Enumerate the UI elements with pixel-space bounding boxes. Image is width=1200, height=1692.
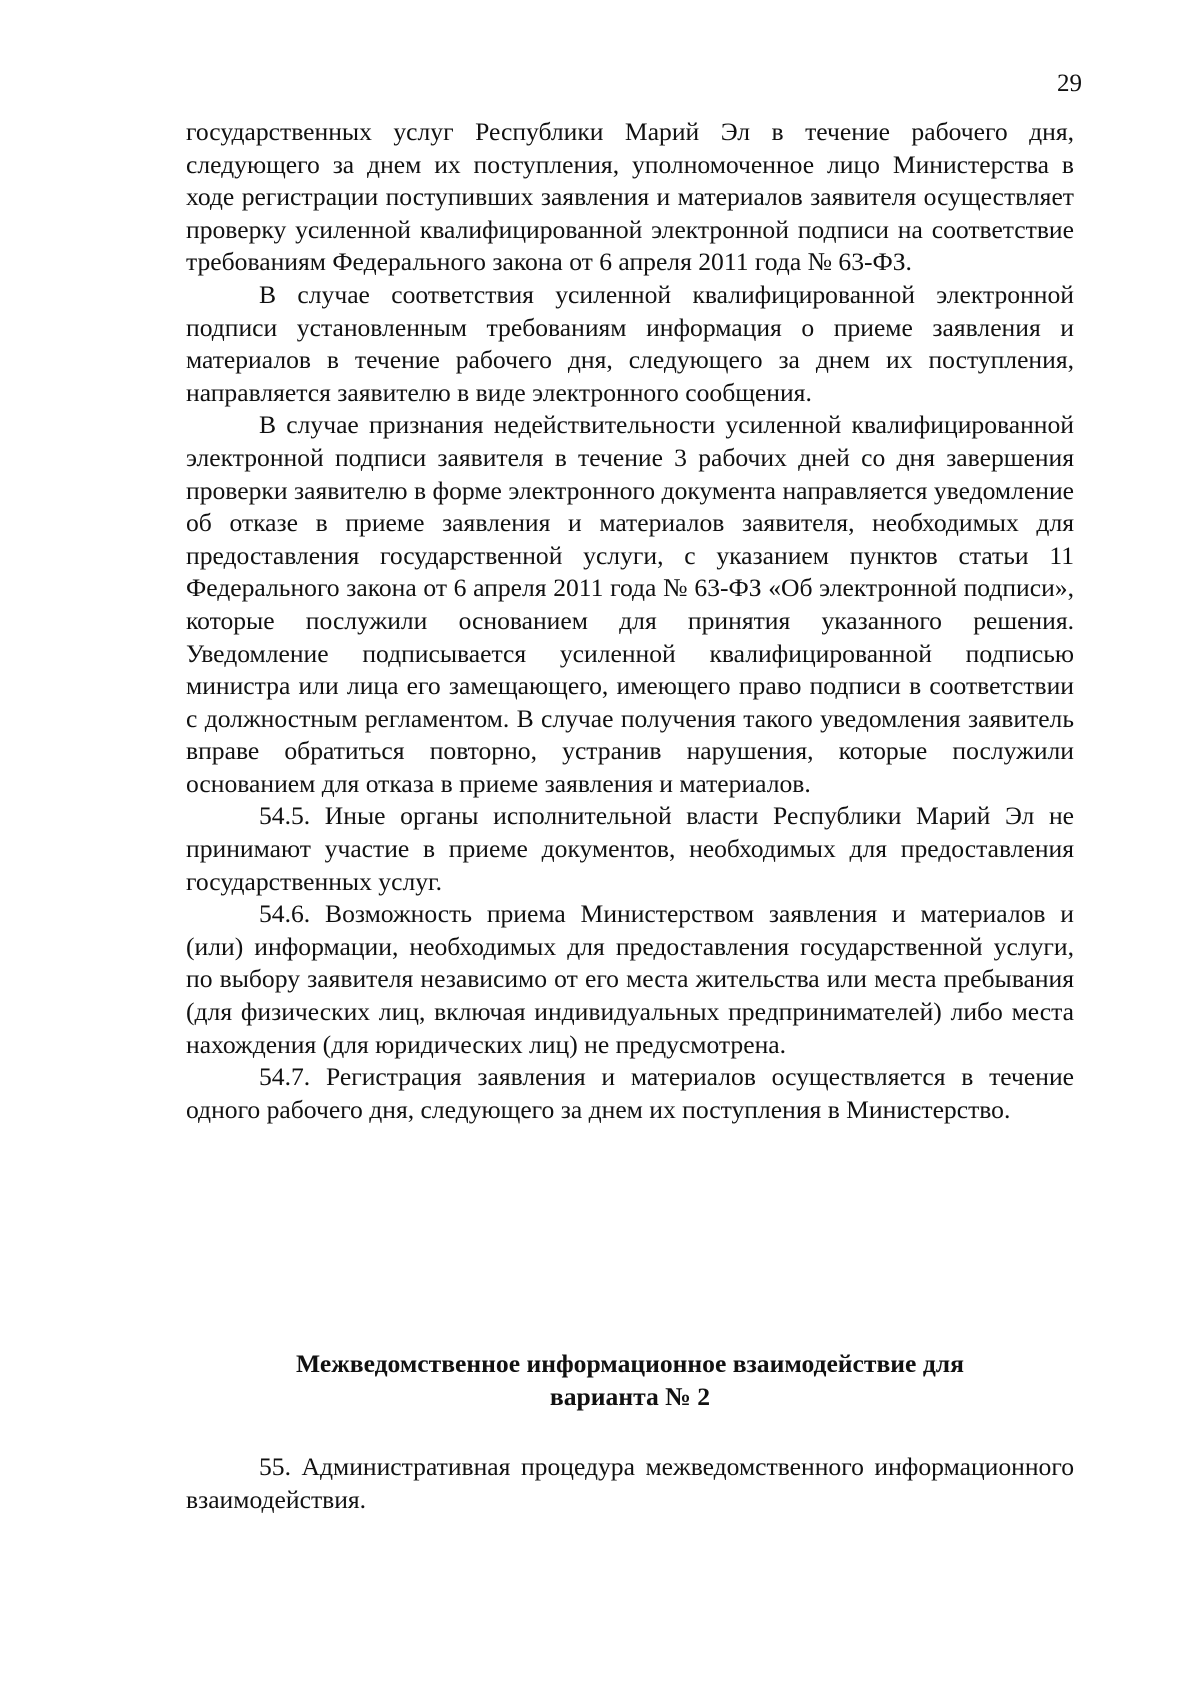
paragraph-valid-signature: В случае соответствия усиленной квалифицированной электронной подписи установленным требованиям информация о приеме заявления и материалов в течение рабочего дня, следующего за днем их поступления, направляется заявителю в виде электронного сообщения. [186, 279, 1074, 407]
paragraph-54-6: 54.6. Возможность приема Министерством заявления и материалов и (или) информации, необходимых для предоставления государственной услуги, по выбору заявителя независимо от его места жительства или места пребывания (для физических лиц, включая индивидуальных предпринимателей) либо места нахождения (для юридических лиц) не предусмотрена. [186, 899, 1074, 1059]
paragraph-54-7: 54.7. Регистрация заявления и материалов осуществляется в течение одного рабочего дня, следующего за днем их поступления в Министерство. [186, 1062, 1074, 1124]
section-heading [186, 1347, 1074, 1413]
paragraph-signature-check: государственных услуг Республики Марий Эл в течение рабочего дня, следующего за днем их поступления, уполномоченное лицо Министерства в ходе регистрации поступивших заявления и материалов заявителя осуществляет проверку усиленной квалифицированной электронной подписи на соответствие требованиям Федерального закона от 6 апреля 2011 года № 63-ФЗ. [186, 117, 1074, 277]
section-heading-line-1: Межведомственное информационное взаимодействие для [296, 1349, 964, 1378]
paragraph-55: 55. Административная процедура межведомственного информационного взаимодействия. [186, 1452, 1074, 1514]
paragraph-invalid-signature: В случае признания недействительности усиленной квалифицированной электронной подписи заявителя в течение 3 рабочих дней со дня завершения проверки заявителю в форме электронного документа направляется уведомление об отказе в приеме заявления и материалов заявителя, необходимых для предоставления государственной услуги, с указанием пунктов статьи 11 Федерального закона от 6 апреля 2011 года № 63-ФЗ «Об электронной подписи», которые послужили основанием для принятия указанного решения. Уведомление подписывается усиленной квалифицированной подписью министра или лица его замещающего, имеющего право подписи в соответствии с должностным регламентом. В случае получения такого уведомления заявитель вправе обратиться повторно, устранив нарушения, которые послужили основанием для отказа в приеме заявления и материалов. [186, 410, 1074, 798]
section-heading-line-2: варианта № 2 [549, 1382, 711, 1411]
final-text [186, 1450, 1074, 1516]
main-text [186, 116, 1074, 1126]
paragraph-54-5: 54.5. Иные органы исполнительной власти Республики Марий Эл не принимают участие в приеме документов, необходимых для предоставления государственных услуг. [186, 801, 1074, 896]
page-number: 29 [1057, 70, 1082, 97]
